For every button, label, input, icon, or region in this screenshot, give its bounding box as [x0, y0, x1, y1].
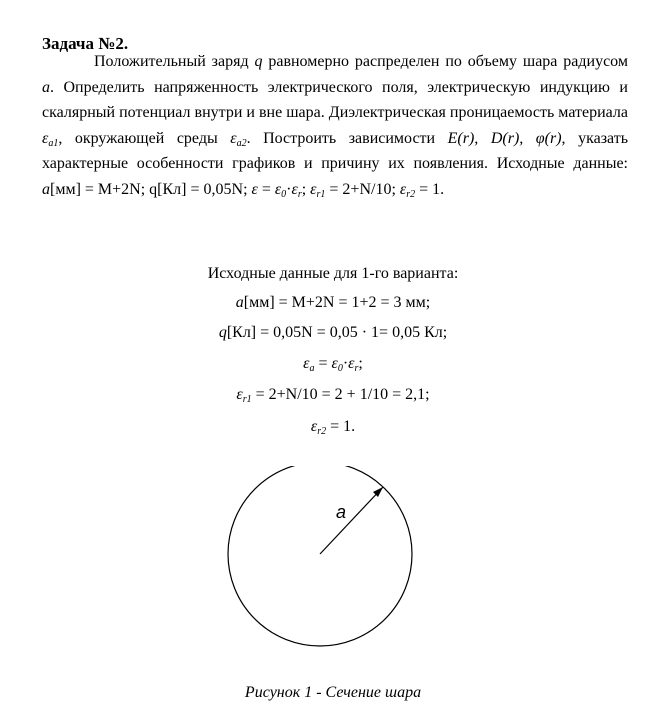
subscript: a — [309, 363, 315, 374]
subscript: r1 — [242, 394, 252, 405]
sphere-outline — [228, 466, 412, 646]
statement-text: Положительный заряд — [94, 53, 255, 70]
formula-text: = 1. — [326, 418, 356, 435]
epsilon-symbol: ε — [348, 355, 355, 372]
epsilon-symbol: ε — [236, 386, 243, 403]
statement-text: равномерно распределен по объему шара радиусом — [262, 53, 628, 70]
formula-text: [мм] = M+2N = 1+2 = 3 мм; — [243, 294, 431, 311]
radius-symbol: a — [42, 78, 50, 96]
epsilon-symbol: ε — [399, 180, 407, 198]
variant-line-epsilon-r1 — [0, 386, 666, 404]
subscript: r — [297, 188, 302, 200]
charge-symbol: q — [254, 53, 263, 70]
charge-symbol: q — [218, 324, 227, 341]
subscript: 0 — [337, 363, 343, 374]
statement-paragraph — [42, 49, 628, 203]
subscript: 0 — [281, 188, 287, 200]
subscript: r2 — [406, 188, 416, 200]
subscript: a1 — [48, 137, 59, 149]
dot: · — [342, 355, 349, 372]
variant-line-epsilon-r2 — [0, 418, 666, 436]
task-title: Задача №2. — [42, 34, 129, 53]
epsilon-symbol: ε — [303, 355, 310, 372]
radius-line — [320, 487, 383, 554]
statement-text: , указать характерные особенности графиков и причину их появления. Исходные данные: — [42, 129, 629, 173]
statement-text: = 2+N/10; — [325, 180, 400, 198]
epsilon-symbol: ε — [331, 355, 338, 372]
function-list: E(r), D(r), φ(r) — [447, 129, 562, 147]
radius-symbol: a — [42, 180, 50, 198]
variant-line-radius — [0, 294, 666, 312]
statement-text: = 1. — [415, 180, 445, 198]
subscript: r1 — [316, 188, 326, 200]
formula-text: [Кл] = 0,05N = 0,05 · 1= 0,05 Кл; — [226, 324, 448, 341]
epsilon-symbol: ε — [230, 129, 237, 147]
epsilon-symbol: ε — [310, 180, 317, 198]
radius-label: a — [336, 502, 347, 522]
variant-heading: Исходные данные для 1-го варианта: — [207, 265, 459, 282]
problem-statement — [42, 49, 628, 203]
statement-text: , окружающей среды — [58, 129, 231, 147]
equals: = — [257, 180, 275, 198]
subscript: a2 — [236, 137, 247, 149]
subscript: r — [354, 363, 359, 374]
statement-text: . Построить зависимости — [246, 129, 448, 147]
epsilon-symbol: ε — [291, 180, 298, 198]
formula-text: = 2+N/10 = 2 + 1/10 = 2,1; — [251, 386, 430, 403]
variant-line-epsilon-a: $\varepsilon_a = \varepsilon_0\cdot\varepsilon_r$; — [303, 355, 363, 374]
figure-caption: Рисунок 1 - Сечение шара — [244, 684, 422, 701]
separator: ; — [301, 180, 311, 198]
epsilon-symbol: ε — [42, 129, 49, 147]
statement-text: [мм] = M+2N; q[Кл] = 0,05N; — [50, 180, 252, 198]
variant-line-charge — [0, 324, 666, 342]
subscript: r2 — [317, 426, 327, 437]
epsilon-symbol: ε — [251, 180, 258, 198]
equals: = — [314, 355, 332, 372]
sphere-section-figure — [224, 466, 424, 678]
dot: · — [286, 180, 292, 198]
epsilon-symbol: ε — [274, 180, 282, 198]
epsilon-symbol: ε — [310, 418, 318, 435]
statement-text: . Определить напряженность электрического поля, электрическую индукцию и скалярный потенциал внутри и вне шара. Диэлектрическая проницаемость материала — [42, 78, 628, 122]
radius-symbol: a — [235, 294, 244, 311]
